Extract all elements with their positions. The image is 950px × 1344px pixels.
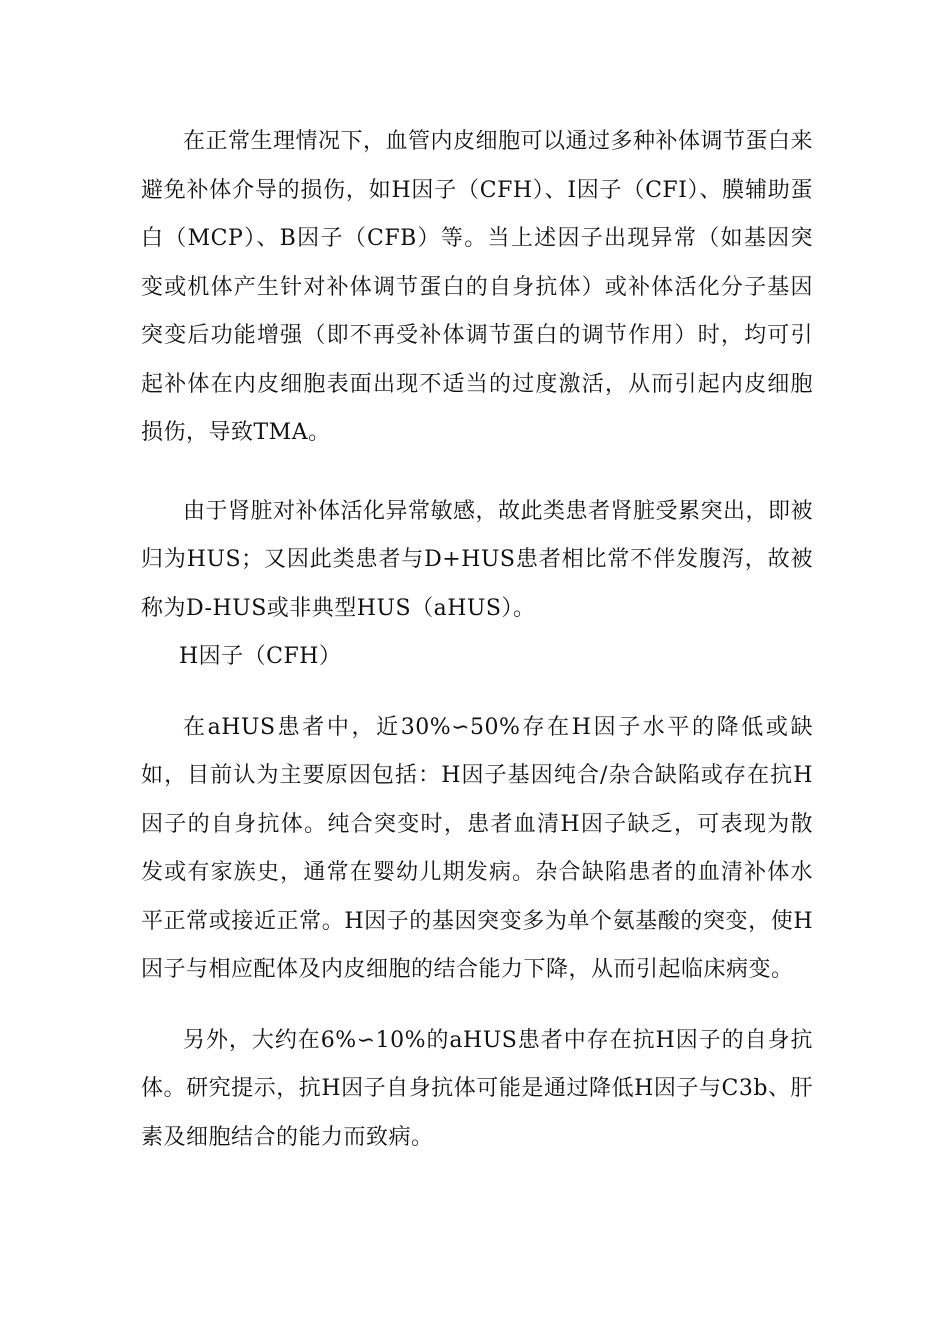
paragraph-autoantibody: 另外，大约在6%∽10%的aHUS患者中存在抗H因子的自身抗体。研究提示，抗H因子自身抗体可能是通过降低H因子与C3b、肝素及细胞结合的能力而致病。 xyxy=(141,1027,813,1150)
paragraph-kidney-sensitivity: 由于肾脏对补体活化异常敏感，故此类患者肾脏受累突出，即被归为HUS；又因此类患者与D+HUS患者相比常不伴发腹泻，故被称为D-HUS或非典型HUS（aHUS）。 xyxy=(141,498,814,621)
document-body xyxy=(141,118,813,1162)
paragraph-cfh-deficiency: 在aHUS患者中，近30%∽50%存在H因子水平的降低或缺如，目前认为主要原因包括：H因子基因纯合/杂合缺陷或存在抗H因子的自身抗体。纯合突变时，患者血清H因子缺乏，可表现为散发或有家族史，通常在婴幼儿期发病。杂合缺陷患者的血清补体水平正常或接近正常。H因子的基因突变多为单个氨基酸的突变，使H因子与相应配体及内皮细胞的结合能力下降，从而引起临床病变。 xyxy=(141,714,813,982)
paragraph-complement-regulation: 在正常生理情况下，血管内皮细胞可以通过多种补体调节蛋白来避免补体介导的损伤，如H因子（CFH）、I因子（CFI）、膜辅助蛋白（MCP）、B因子（CFB）等。当上述因子出现异常（如基因突变或机体产生针对补体调节蛋白的自身抗体）或补体活化分子基因突变后功能增强（即不再受补体调节蛋白的调节作用）时，均可引起补体在内皮细胞表面出现不适当的过度激活，从而引起内皮细胞损伤，导致TMA。 xyxy=(141,129,814,445)
section-heading-cfh: H因子（CFH） xyxy=(179,644,342,669)
